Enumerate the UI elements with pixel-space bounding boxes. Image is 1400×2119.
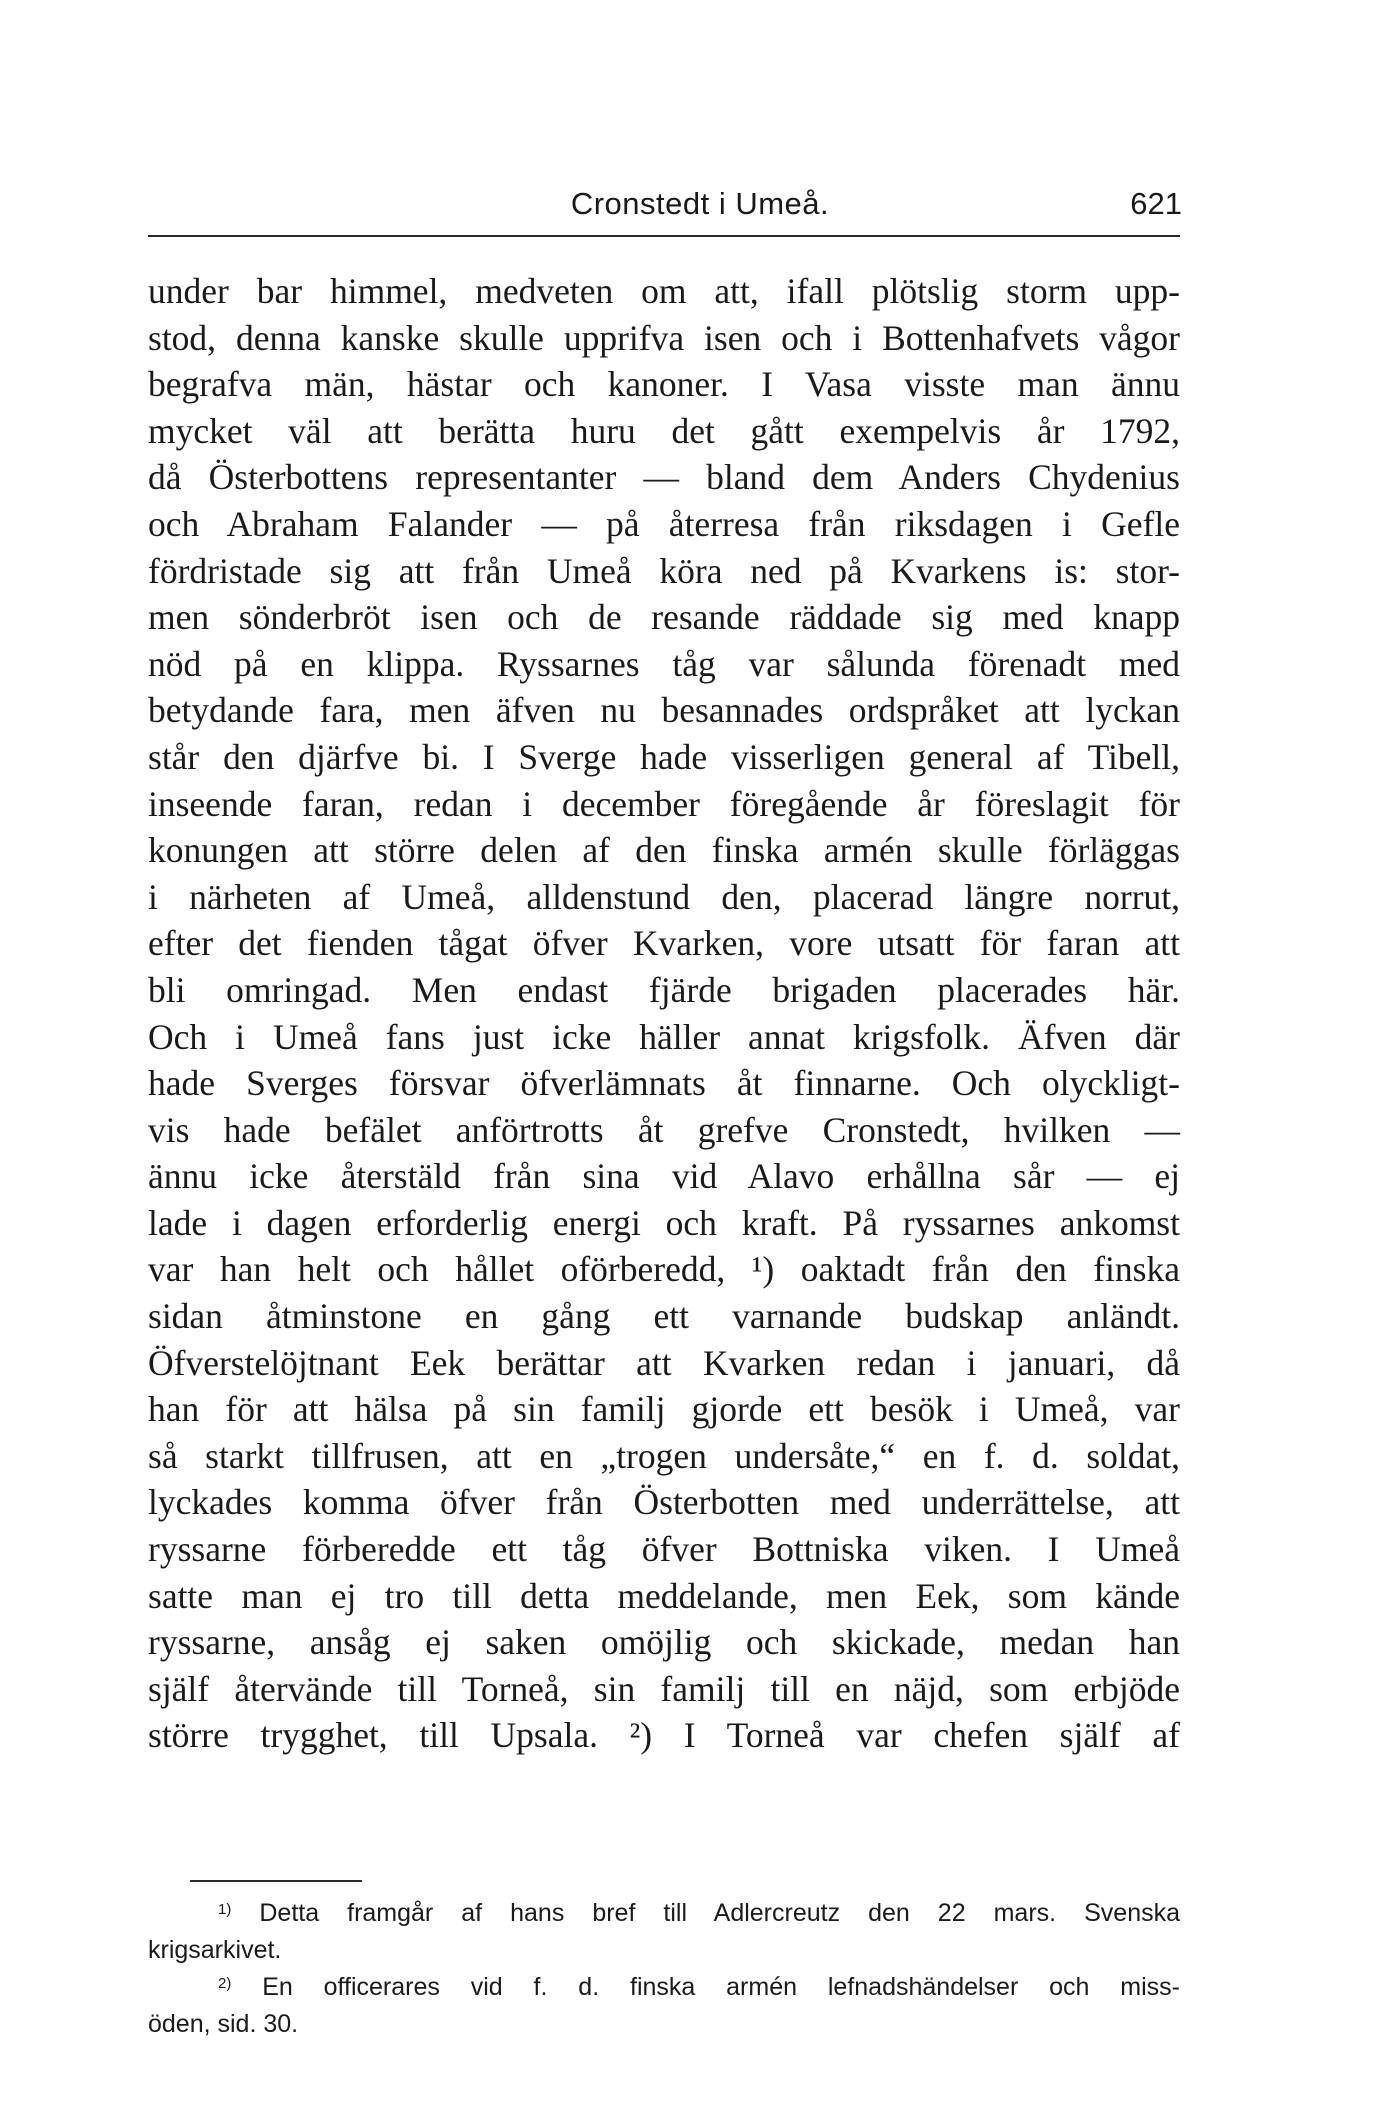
text-line: i närheten af Umeå, alldenstund den, placerad längre norrut, xyxy=(148,876,1180,917)
text-line: vis hade befälet anförtrotts åt grefve Cronstedt, hvilken — xyxy=(148,1109,1180,1150)
text-line: inseende faran, redan i december föregående år föreslagit för xyxy=(148,783,1180,824)
footnote-1-continuation: krigsarkivet. xyxy=(148,1936,282,1964)
body-text xyxy=(148,268,1180,1759)
footnote-text: Detta framgår af hans bref till Adlercreutz den 22 mars. Svenska xyxy=(259,1899,1181,1927)
header-rule xyxy=(148,235,1180,237)
text-line: stod, denna kanske skulle upprifva isen och i Bottenhafvets vågor xyxy=(148,317,1180,358)
footnote-marker: 2) xyxy=(218,1975,232,1992)
text-line: Öfverstelöjtnant Eek berättar att Kvarken redan i januari, då xyxy=(148,1342,1180,1383)
footnote-1 xyxy=(148,1895,1180,1932)
footnote-marker: 1) xyxy=(218,1901,232,1918)
text-line: bli omringad. Men endast fjärde brigaden placerades här. xyxy=(148,969,1180,1010)
text-line: så starkt tillfrusen, att en „trogen undersåte,“ en f. d. soldat, xyxy=(148,1435,1180,1476)
text-line: betydande fara, men äfven nu besannades ordspråket att lyckan xyxy=(148,690,1180,731)
text-line: han för att hälsa på sin familj gjorde ett besök i Umeå, var xyxy=(148,1389,1180,1430)
text-line: Och i Umeå fans just icke häller annat krigsfolk. Äfven där xyxy=(148,1016,1180,1057)
text-line: då Österbottens representanter — bland dem Anders Chydenius xyxy=(148,457,1180,498)
text-line: lyckades komma öfver från Österbotten med underrättelse, att xyxy=(148,1482,1180,1523)
footnote-rule xyxy=(190,1880,362,1882)
text-line: fördristade sig att från Umeå köra ned på Kvarkens is: stor- xyxy=(148,550,1180,591)
text-line: var han helt och hållet oförberedd, ¹) oaktadt från den finska xyxy=(148,1249,1180,1290)
footnotes xyxy=(148,1895,1180,2043)
text-line: större trygghet, till Upsala. ²) I Torneå var chefen själf af xyxy=(148,1715,1180,1756)
page-number: 621 xyxy=(1130,186,1182,221)
text-line: hade Sverges försvar öfverlämnats åt finnarne. Och olyckligt- xyxy=(148,1063,1180,1104)
text-line: ryssarne, ansåg ej saken omöjlig och skickade, medan han xyxy=(148,1622,1180,1663)
text-line: nöd på en klippa. Ryssarnes tåg var sålunda förenadt med xyxy=(148,643,1180,684)
footnote-text: En officerares vid f. d. finska armén lefnadshändelser och miss- xyxy=(262,1973,1180,2001)
running-title: Cronstedt i Umeå. xyxy=(570,186,830,221)
page-header xyxy=(0,180,1400,230)
text-line: och Abraham Falander — på återresa från riksdagen i Gefle xyxy=(148,503,1180,544)
text-line: efter det fienden tågat öfver Kvarken, vore utsatt för faran att xyxy=(148,923,1180,964)
footnote-2-continuation: öden, sid. 30. xyxy=(148,2010,299,2038)
text-line: begrafva män, hästar och kanoner. I Vasa visste man ännu xyxy=(148,364,1180,405)
text-line: men sönderbröt isen och de resande räddade sig med knapp xyxy=(148,597,1180,638)
text-line: lade i dagen erforderlig energi och kraft. På ryssarnes ankomst xyxy=(148,1202,1180,1243)
text-line: står den djärfve bi. I Sverge hade visserligen general af Tibell, xyxy=(148,736,1180,777)
footnote-2 xyxy=(148,1969,1180,2006)
text-line: ryssarne förberedde ett tåg öfver Bottniska viken. I Umeå xyxy=(148,1529,1180,1570)
text-line: under bar himmel, medveten om att, ifall plötslig storm upp- xyxy=(148,271,1180,311)
text-line: konungen att större delen af den finska armén skulle förläggas xyxy=(148,830,1180,871)
text-line: själf återvände till Torneå, sin familj till en näjd, som erbjöde xyxy=(148,1668,1180,1709)
text-line: satte man ej tro till detta meddelande, men Eek, som kände xyxy=(148,1575,1180,1616)
text-line: mycket väl att berätta huru det gått exempelvis år 1792, xyxy=(148,410,1180,451)
text-line: ännu icke återstäld från sina vid Alavo erhållna sår — ej xyxy=(148,1156,1180,1197)
text-line: sidan åtminstone en gång ett varnande budskap anländt. xyxy=(148,1296,1180,1337)
